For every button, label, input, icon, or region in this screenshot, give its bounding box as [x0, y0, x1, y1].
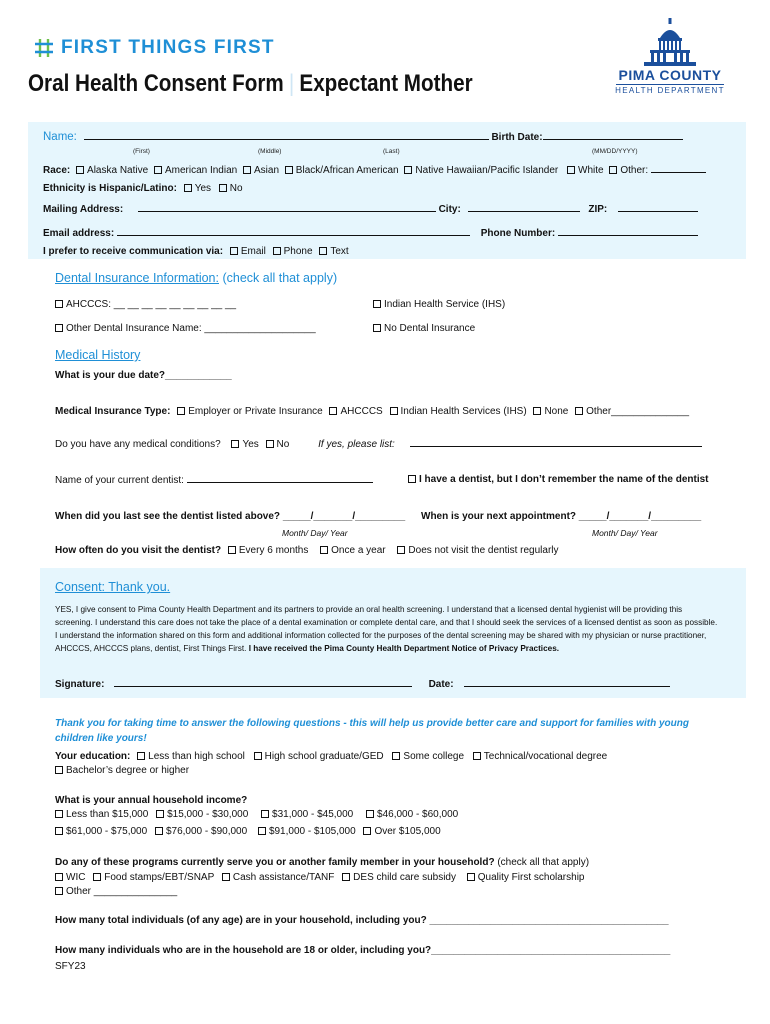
page-title: Oral Health Consent Form | Expectant Mother: [28, 70, 473, 97]
race-checkbox-white[interactable]: [567, 166, 575, 174]
due-date-question: What is your due date?____________: [55, 370, 232, 381]
dont-remember-row: I have a dentist, but I don’t remember the name of the dentist: [408, 474, 709, 485]
signature-date-field[interactable]: [464, 678, 670, 687]
pima-logo: [610, 18, 730, 95]
dental-ahcccs-checkbox[interactable]: [55, 300, 63, 308]
dont-remember-checkbox[interactable]: [408, 475, 416, 483]
email-row: [43, 227, 698, 239]
mailing-label: Mailing Address:: [43, 204, 124, 215]
program-other-checkbox[interactable]: [55, 887, 63, 895]
last-hint: (Last): [383, 148, 400, 155]
program-des-checkbox[interactable]: [342, 873, 350, 881]
dental-ihs-checkbox[interactable]: [373, 300, 381, 308]
income-over-105-checkbox[interactable]: [363, 827, 371, 835]
prefer-row: I prefer to receive communication via: Email Phone Text: [43, 246, 349, 257]
race-checkbox-hawaiian[interactable]: [404, 166, 412, 174]
race-checkbox-black[interactable]: [285, 166, 293, 174]
household-total-question: How many total individuals (of any age) are in your household, including you? ___________________________________________: [55, 915, 669, 926]
consent-text: YES, I give consent to Pima County Health Department and its partners to provide an oral health screening. I understand that a licensed dental hygienist will be providing this screening. I understand this care does not take the place of a dental examination or complete dental care, and that I should seek the services of a licensed dentist as soon as possible. I understand the information shared on this form and additional information collected for the purposes of the dental screening may be shared with my physician or nurse practitioner, AHCCCS, AHCCCS plans, dentist, First Things First. I have received the Pima County Health Department Notice of Privacy Practices.: [55, 605, 718, 653]
edu-some-college-checkbox[interactable]: [392, 752, 400, 760]
education-label: Your education:: [55, 751, 131, 762]
medical-insurance-row: Medical Insurance Type: Employer or Private Insurance AHCCCS Indian Health Services (IHS) None Other______________: [55, 406, 690, 417]
signature-field[interactable]: [114, 678, 412, 687]
zip-field[interactable]: [618, 203, 698, 212]
birth-date-label: Birth Date:: [491, 132, 543, 143]
city-label: City:: [438, 204, 461, 215]
income-options-row-2: $61,000 - $75,000 $76,000 - $90,000 $91,000 - $105,000 Over $105,000: [55, 826, 441, 837]
birth-date-field[interactable]: [543, 131, 683, 140]
signature-row: [55, 678, 670, 690]
edu-hs-checkbox[interactable]: [254, 752, 262, 760]
brand-name: FIRST THINGS FIRST: [61, 37, 275, 58]
prefer-email-checkbox[interactable]: [230, 247, 238, 255]
income-46-60-checkbox[interactable]: [366, 810, 374, 818]
race-row: Race: Alaska Native American Indian Asian Black/African American Native Hawaiian/Pacific Islander White Other:: [43, 164, 706, 176]
last-visit-date-hint: Month/ Day/ Year: [282, 528, 348, 538]
capitol-dome-icon: [640, 18, 700, 66]
phone-field[interactable]: [558, 227, 698, 236]
household-adults-question: How many individuals who are in the household are 18 or older, including you?___________________________________________: [55, 945, 671, 956]
dental-insurance-heading: Dental Insurance Information: (check all that apply): [55, 271, 338, 285]
ftf-logo: [34, 37, 275, 59]
conditions-no-checkbox[interactable]: [266, 440, 274, 448]
conditions-yes-checkbox[interactable]: [231, 440, 239, 448]
dental-other-checkbox[interactable]: [55, 324, 63, 332]
income-76-90-checkbox[interactable]: [155, 827, 163, 835]
conditions-row: Do you have any medical conditions? Yes No If yes, please list:: [55, 438, 702, 450]
income-91-105-checkbox[interactable]: [258, 827, 266, 835]
program-snap-checkbox[interactable]: [93, 873, 101, 881]
email-label: Email address:: [43, 228, 115, 239]
next-appointment-date-hint: Month/ Day/ Year: [592, 528, 658, 538]
freq-yearly-checkbox[interactable]: [320, 546, 328, 554]
mailing-address-field[interactable]: [138, 203, 436, 212]
mi-ahcccs-checkbox[interactable]: [329, 407, 337, 415]
race-label: Race:: [43, 165, 71, 176]
phone-label: Phone Number:: [480, 228, 556, 239]
ethnicity-no-checkbox[interactable]: [219, 184, 227, 192]
name-field[interactable]: [84, 131, 489, 140]
income-lt15-checkbox[interactable]: [55, 810, 63, 818]
mi-other-checkbox[interactable]: [575, 407, 583, 415]
footer-code: SFY23: [55, 961, 86, 972]
date-format-hint: (MM/DD/YYYY): [592, 148, 638, 155]
next-appointment-question: When is your next appointment? _____/_______/_________: [421, 511, 702, 522]
last-visit-question: When did you last see the dentist listed above? _____/_______/_________: [55, 511, 406, 522]
visit-frequency-row: How often do you visit the dentist? Every 6 months Once a year Does not visit the dentist regularly: [55, 545, 559, 556]
signature-label: Signature:: [55, 679, 105, 690]
income-31-45-checkbox[interactable]: [261, 810, 269, 818]
mi-ihs-checkbox[interactable]: [390, 407, 398, 415]
race-other-field[interactable]: [651, 164, 706, 173]
dentist-name-field[interactable]: [187, 474, 373, 483]
first-hint: (First): [133, 148, 150, 155]
ethnicity-yes-checkbox[interactable]: [184, 184, 192, 192]
ethnicity-label: Ethnicity is Hispanic/Latino:: [43, 183, 177, 194]
prefer-phone-checkbox[interactable]: [273, 247, 281, 255]
medical-history-heading: Medical History: [55, 348, 141, 362]
name-row: [43, 131, 683, 143]
pima-county-name: PIMA COUNTY: [618, 67, 722, 83]
programs-options-row-1: WIC Food stamps/EBT/SNAP Cash assistance/TANF DES child care subsidy Quality First scholarship: [55, 872, 584, 883]
email-field[interactable]: [117, 227, 470, 236]
income-61-75-checkbox[interactable]: [55, 827, 63, 835]
pima-department: HEALTH DEPARTMENT: [615, 86, 725, 95]
prefer-label: I prefer to receive communication via:: [43, 246, 224, 257]
prefer-text-checkbox[interactable]: [319, 247, 327, 255]
date-label: Date:: [428, 679, 454, 690]
dentist-name-label: Name of your current dentist:: [55, 475, 184, 486]
conditions-question: Do you have any medical conditions?: [55, 439, 221, 450]
middle-hint: (Middle): [258, 148, 282, 155]
name-label: Name:: [43, 131, 77, 143]
education-row-2: Bachelor’s degree or higher: [55, 765, 189, 776]
visit-frequency-label: How often do you visit the dentist?: [55, 545, 222, 556]
zip-label: ZIP:: [588, 204, 608, 215]
income-15-30-checkbox[interactable]: [156, 810, 164, 818]
program-tanf-checkbox[interactable]: [222, 873, 230, 881]
consent-heading: Consent: Thank you.: [55, 580, 171, 594]
hashtag-icon: [34, 38, 54, 58]
program-wic-checkbox[interactable]: [55, 873, 63, 881]
race-checkbox-american-indian[interactable]: [154, 166, 162, 174]
program-quality-first-checkbox[interactable]: [467, 873, 475, 881]
edu-less-hs-checkbox[interactable]: [137, 752, 145, 760]
dental-other: Other Dental Insurance Name: ____________________: [55, 323, 316, 334]
conditions-list-field[interactable]: [410, 438, 702, 447]
dental-ahcccs: AHCCCS: __ __ __ __ __ __ __ __ __: [55, 299, 236, 310]
dentist-name-row: [55, 474, 373, 486]
programs-question: Do any of these programs currently serve you or another family member in your household? (check all that apply): [55, 857, 590, 868]
income-options-row-1: Less than $15,000 $15,000 - $30,000 $31,000 - $45,000 $46,000 - $60,000: [55, 809, 458, 820]
dental-ihs: Indian Health Service (IHS): [373, 299, 505, 310]
mailing-row: [43, 203, 698, 215]
race-checkbox-other[interactable]: [609, 166, 617, 174]
mi-none-checkbox[interactable]: [533, 407, 541, 415]
dental-none-checkbox[interactable]: [373, 324, 381, 332]
survey-intro: Thank you for taking time to answer the following questions - this will help us provide better care and support for families with young children like yours!: [55, 718, 689, 744]
medical-insurance-label: Medical Insurance Type:: [55, 406, 171, 417]
edu-bachelor-checkbox[interactable]: [55, 766, 63, 774]
race-checkbox-asian[interactable]: [243, 166, 251, 174]
city-field[interactable]: [468, 203, 580, 212]
mi-employer-checkbox[interactable]: [177, 407, 185, 415]
race-checkbox-alaska[interactable]: [76, 166, 84, 174]
income-question: What is your annual household income?: [55, 795, 248, 806]
freq-6-months-checkbox[interactable]: [228, 546, 236, 554]
dental-none: No Dental Insurance: [373, 323, 475, 334]
ethnicity-row: Ethnicity is Hispanic/Latino: Yes No: [43, 183, 243, 194]
edu-technical-checkbox[interactable]: [473, 752, 481, 760]
education-row: Your education: Less than high school High school graduate/GED Some college Technical/vocational degree: [55, 751, 608, 762]
freq-irregular-checkbox[interactable]: [397, 546, 405, 554]
if-yes-label: If yes, please list:: [318, 439, 395, 450]
programs-options-row-2: Other _______________: [55, 886, 177, 897]
